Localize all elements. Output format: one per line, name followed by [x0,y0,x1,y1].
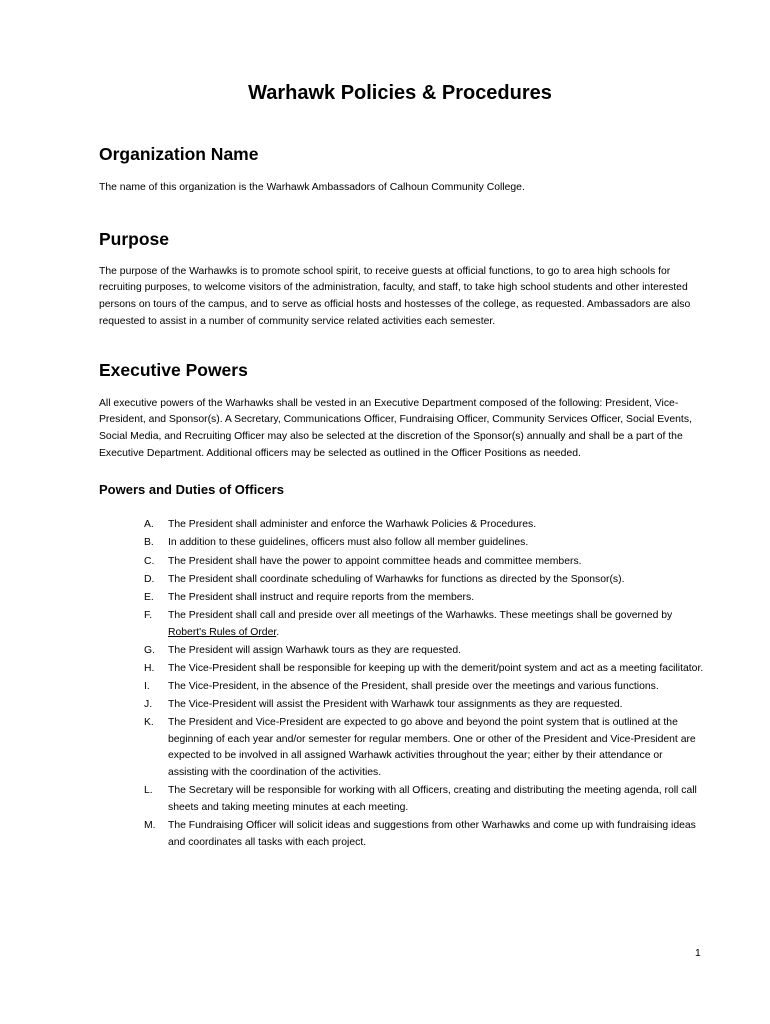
list-item [144,554,704,571]
list-marker: C. [144,555,155,567]
list-item-text [168,608,704,641]
list-marker: J. [144,698,153,710]
list-item [144,643,704,660]
list-marker: E. [144,591,154,603]
section-powers-and-duties [99,481,704,851]
list-item-text: The Fundraising Officer will solicit ideas and suggestions from other Warhawks and come up with fundraising ideas and coordinates all tasks with each project. [168,819,696,848]
list-marker: H. [144,662,155,674]
list-item-text: The Secretary will be responsible for working with all Officers, creating and distributing the meeting agenda, roll call sheets and taking meeting minutes at each meeting. [168,785,697,813]
list-item [144,783,704,816]
list-marker: D. [144,573,155,585]
list-item-text: The President shall have the power to appoint committee heads and committee members. [168,555,582,567]
list-marker: M. [144,819,156,831]
section-heading: Organization Name [99,144,259,164]
list-item-text: In addition to these guidelines, officers must also follow all member guidelines. [168,537,529,549]
section-organization-name [99,142,704,197]
document-title: Warhawk Policies & Procedures [248,82,552,104]
list-item-text: The President will assign Warhawk tours as they are requested. [168,644,461,656]
list-item-text: The President shall coordinate scheduling of Warhawks for functions as directed by the Sponsor(s). [168,573,625,585]
section-heading: Executive Powers [99,359,248,380]
list-item [144,697,704,714]
section-heading: Purpose [99,228,170,249]
list-item-text: The President and Vice-President are expected to go above and beyond the point system that is outlined at the beginning of each year and/or semester for regular members. One or other of the President and Vice-President are expected to be involved in all assigned Warhawk activities throughout the year; either by their attendance or assisting with the coordination of the activities. [168,716,696,779]
list-item [144,661,704,678]
list-item [144,608,704,641]
list-item [144,517,704,534]
list-item [144,679,704,696]
list-item-text-before: The President shall call and preside over all meetings of the Warhawks. These meetings shall be governed by [168,609,673,621]
list-marker: G. [144,644,155,656]
section-purpose [99,227,704,331]
page-number: 1 [695,948,701,959]
duties-list [144,517,704,851]
list-marker: F. [144,609,153,621]
list-marker: A. [144,519,154,531]
document-body [99,142,704,853]
section-paragraph: The name of this organization is the Warhawk Ambassadors of Calhoun Community College. [99,182,525,193]
list-item [144,535,704,552]
section-paragraph: The purpose of the Warhawks is to promote school spirit, to receive guests at official functions, to go to area high schools for recruiting purposes, to welcome visitors of the administration, faculty, and staff, to take high school students and other interested persons on tours of the campus, and to serve as official hosts and hostesses of the college, as requested. Ambassadors are also requested to assist in a number of community service related activities each semester. [99,265,691,327]
list-item [144,572,704,589]
list-item [144,818,704,851]
list-item [144,715,704,782]
list-item [144,590,704,607]
list-item-text: The President shall administer and enforce the Warhawk Policies & Procedures. [168,519,537,531]
list-item-text: The President shall instruct and require reports from the members. [168,591,475,603]
subsection-heading: Powers and Duties of Officers [99,482,284,498]
list-item-text: The Vice-President, in the absence of the President, shall preside over the meetings and various functions. [168,680,659,692]
list-item-text: The Vice-President shall be responsible for keeping up with the demerit/point system and act as a meeting facilitator. [168,662,704,674]
list-marker: L. [144,785,153,797]
section-executive-powers [99,358,704,463]
roberts-rules-link[interactable]: Robert's Rules of Order [168,626,277,638]
section-paragraph: All executive powers of the Warhawks shall be vested in an Executive Department composed of the following: President, Vice-President, and Sponsor(s). A Secretary, Communications Officer, Fundraising Officer, Community Services Officer, Social Events, Social Media, and Recruiting Officer may also be selected at the discretion of the Sponsor(s) annually and shall be a part of the Executive Department. Additional officers may be selected as outlined in the Officer Positions as needed. [99,397,692,459]
list-item-text-after: . [276,626,280,638]
list-marker: B. [144,537,154,549]
list-marker: K. [144,716,154,728]
list-marker: I. [144,680,150,692]
list-item-text: The Vice-President will assist the President with Warhawk tour assignments as they are requested. [168,698,623,710]
